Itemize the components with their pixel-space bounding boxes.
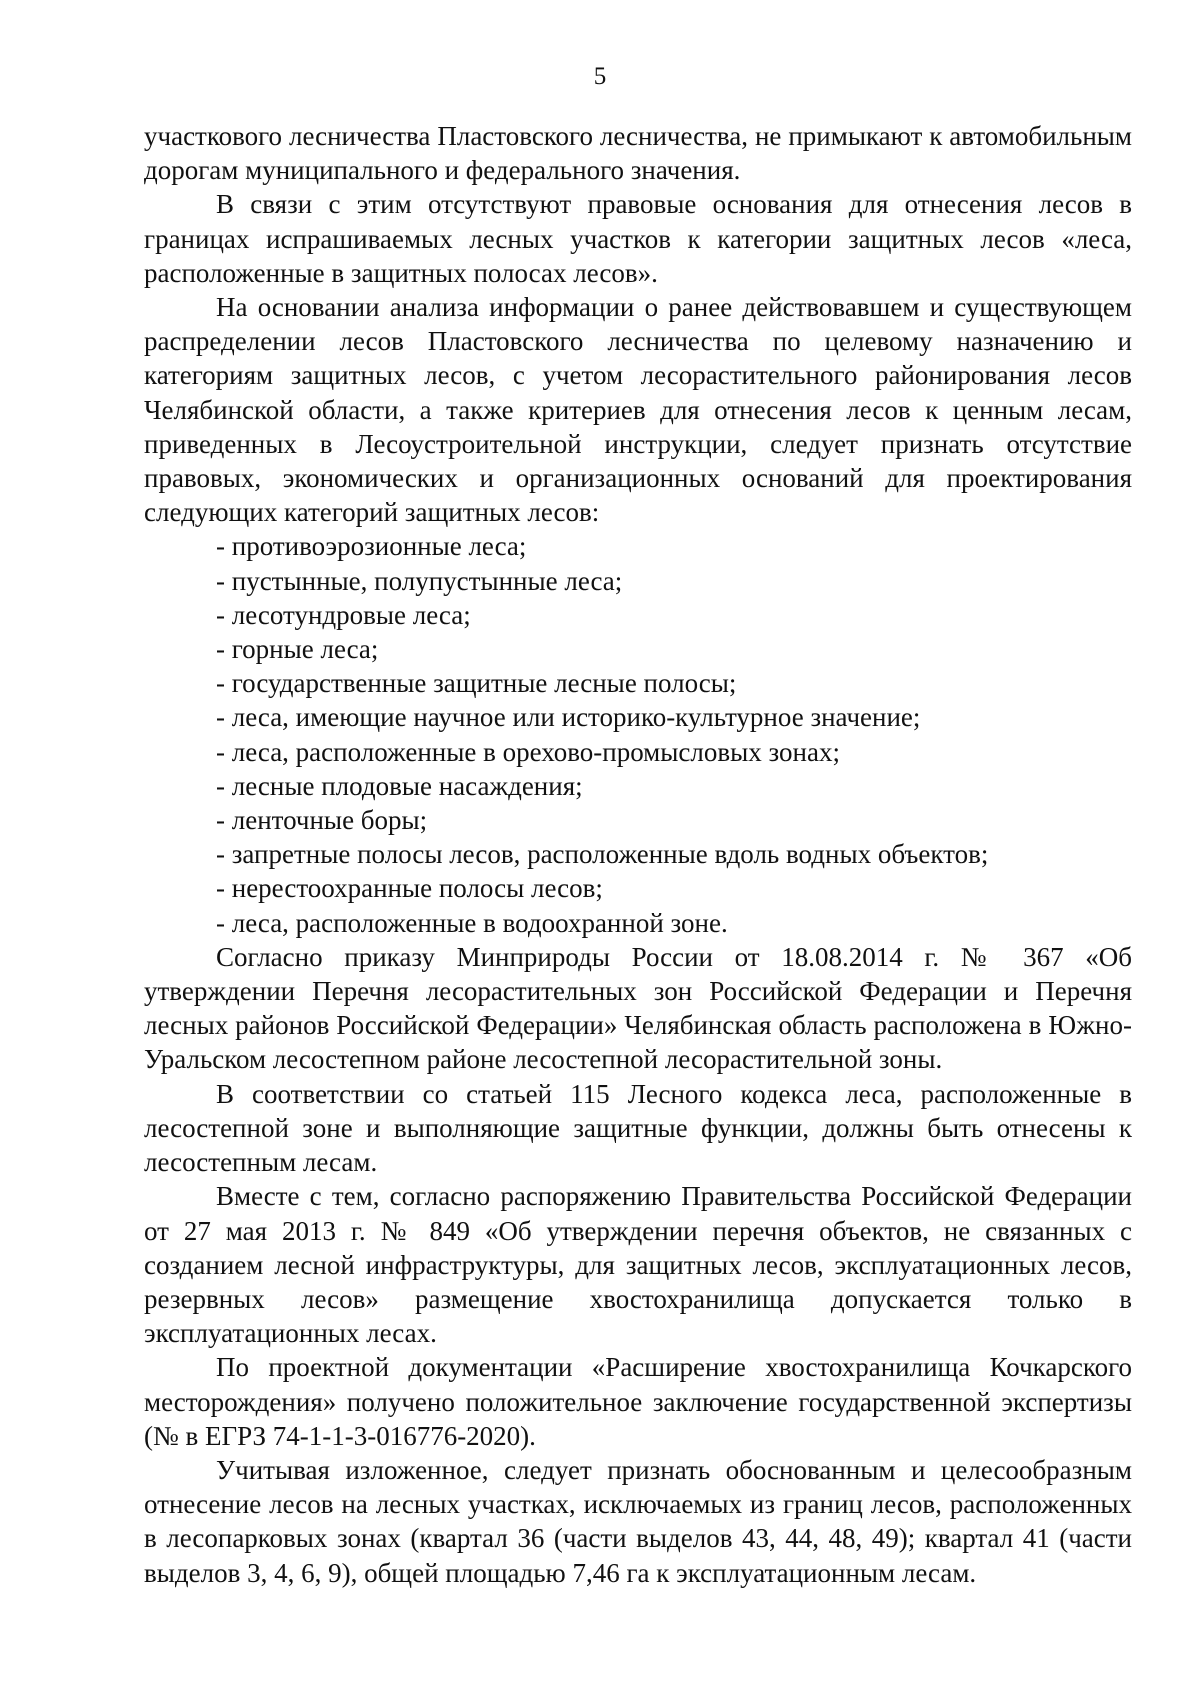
list-item: - горные леса; (216, 632, 1132, 666)
list-item: - лесотундровые леса; (216, 598, 1132, 632)
paragraph: Вместе с тем, согласно распоряжению Правительства Российской Федерации от 27 мая 2013 г. № 849 «Об утверждении перечня объектов, не связанных с созданием лесной инфраструктуры, для защитных лесов, эксплуатационных лесов, резервных лесов» размещение хвостохранилища допускается только в эксплуатационных лесах. (144, 1181, 1132, 1349)
list-item: - ленточные боры; (216, 803, 1132, 837)
list-item: - леса, расположенные в орехово-промысловых зонах; (216, 735, 1132, 769)
list-item: - пустынные, полупустынные леса; (216, 564, 1132, 598)
paragraph: Учитывая изложенное, следует признать обоснованным и целесообразным отнесение лесов на лесных участках, исключаемых из границ лесов, расположенных в лесопарковых зонах (квартал 36 (части выделов 43, 44, 48, 49); квартал 41 (части выделов 3, 4, 6, 9), общей площадью 7,46 га к эксплуатационным лесам. (144, 1454, 1132, 1588)
page-number: 5 (593, 63, 607, 90)
paragraph: По проектной документации «Расширение хвостохранилища Кочкарского месторождения» получено положительное заключение государственной экспертизы (№ в ЕГРЗ 74-1-1-3-016776-2020). (144, 1352, 1132, 1451)
paragraph: В связи с этим отсутствуют правовые основания для отнесения лесов в границах испрашиваемых лесных участков к категории защитных лесов «леса, расположенные в защитных полосах лесов». (144, 189, 1132, 288)
paragraph-continuation: участкового лесничества Пластовского лесничества, не примыкают к автомобильным дорогам муниципального и федерального значения. (144, 121, 1132, 186)
list-item: - нерестоохранные полосы лесов; (216, 871, 1132, 905)
list-item: - леса, расположенные в водоохранной зоне. (216, 906, 1132, 940)
document-body (144, 119, 1132, 1590)
list-item: - противоэрозионные леса; (216, 529, 1132, 563)
list-item: - государственные защитные лесные полосы; (216, 666, 1132, 700)
list-item: - запретные полосы лесов, расположенные вдоль водных объектов; (216, 837, 1132, 871)
list-item: - леса, имеющие научное или историко-культурное значение; (216, 700, 1132, 734)
forest-categories-list (144, 529, 1132, 939)
paragraph: На основании анализа информации о ранее действовавшем и существующем распределении лесов Пластовского лесничества по целевому назначению и категориям защитных лесов, с учетом лесорастительного районирования лесов Челябинской области, а также критериев для отнесения лесов к ценным лесам, приведенных в Лесоустроительной инструкции, следует признать отсутствие правовых, экономических и организационных оснований для проектирования следующих категорий защитных лесов: (144, 292, 1132, 528)
paragraph: Согласно приказу Минприроды России от 18.08.2014 г. № 367 «Об утверждении Перечня лесорастительных зон Российской Федерации и Перечня лесных районов Российской Федерации» Челябинская область расположена в Южно-Уральском лесостепном районе лесостепной лесорастительной зоны. (144, 941, 1132, 1075)
list-item: - лесные плодовые насаждения; (216, 769, 1132, 803)
paragraph: В соответствии со статьей 115 Лесного кодекса леса, расположенные в лесостепной зоне и выполняющие защитные функции, должны быть отнесены к лесостепным лесам. (144, 1078, 1132, 1178)
